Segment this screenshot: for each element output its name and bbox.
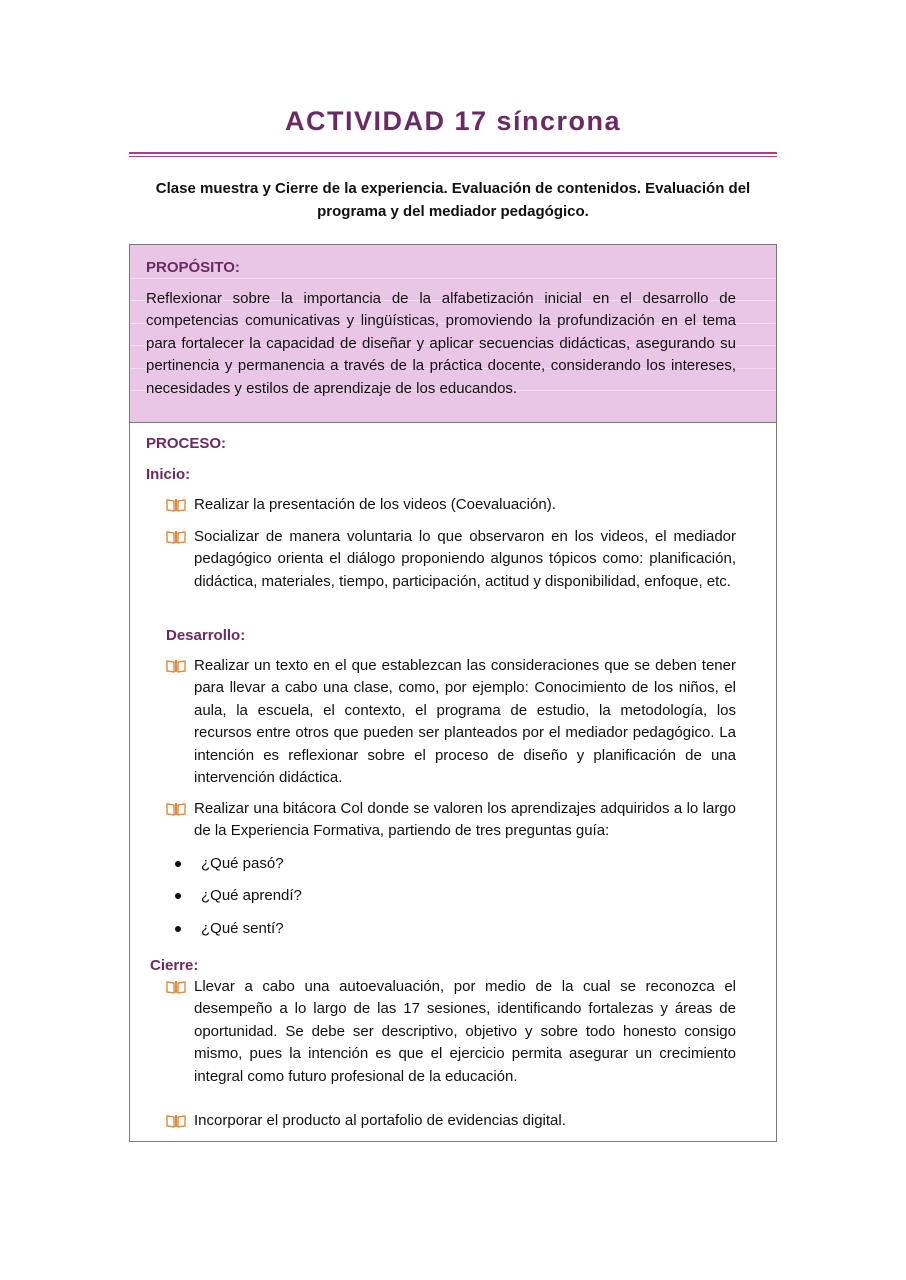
proposito-section bbox=[130, 245, 776, 423]
cierre-label: Cierre: bbox=[150, 957, 199, 974]
proceso-label: PROCESO: bbox=[146, 435, 227, 452]
title-rule bbox=[129, 152, 777, 154]
desarrollo-label: Desarrollo: bbox=[166, 627, 246, 644]
list-item: Incorporar el producto al portafolio de evidencias digital. bbox=[194, 1112, 566, 1129]
proposito-label: PROPÓSITO: bbox=[146, 259, 240, 276]
list-item: Socializar de manera voluntaria lo que observaron en los videos, el mediador pedagógico orienta el diálogo proponiendo algunos tópicos como: planificación, didáctica, materiales, tiempo, participación, actitud y disponibilidad, enfoque, etc. bbox=[194, 528, 736, 590]
list-item: Realizar la presentación de los videos (Coevaluación). bbox=[194, 496, 556, 513]
activity-table bbox=[129, 244, 777, 1142]
book-bullet-icon bbox=[166, 659, 186, 673]
inicio-label: Inicio: bbox=[146, 466, 191, 483]
book-bullet-icon bbox=[166, 980, 186, 994]
list-item: Realizar una bitácora Col donde se valoren los aprendizajes adquiridos a lo largo de la Experiencia Formativa, partiendo de tres preguntas guía: bbox=[194, 800, 736, 840]
subtitle: Clase muestra y Cierre de la experiencia. Evaluación de contenidos. Evaluación del programa y del mediador pedagógico. bbox=[155, 180, 751, 220]
question-item: ¿Qué sentí? bbox=[201, 920, 284, 937]
bullet-dot bbox=[175, 893, 181, 899]
book-bullet-icon bbox=[166, 530, 186, 544]
bullet-dot bbox=[175, 861, 181, 867]
list-item: Llevar a cabo una autoevaluación, por medio de la cual se reconozca el desempeño a lo largo de las 17 sesiones, identificando fortalezas y áreas de oportunidad. Se debe ser descriptivo, objetivo y sobre todo honesto consigo mismo, pues la intención es que el ejercicio permita asegurar un crecimiento integral como futuro profesional de la educación. bbox=[194, 978, 736, 1085]
question-item: ¿Qué aprendí? bbox=[201, 887, 302, 904]
book-bullet-icon bbox=[166, 1114, 186, 1128]
page-title: ACTIVIDAD 17 síncrona bbox=[284, 106, 622, 136]
book-bullet-icon bbox=[166, 498, 186, 512]
list-item: Realizar un texto en el que establezcan las consideraciones que se deben tener para llevar a cabo una clase, como, por ejemplo: Conocimiento de los niños, el aula, la escuela, el contexto, el programa de estudio, la metodología, los recursos entre otros que pueden ser planteados por el mediador pedagógico. La intención es reflexionar sobre el proceso de diseño y planificación de una intervención didáctica. bbox=[194, 657, 736, 787]
bullet-dot bbox=[175, 926, 181, 932]
title-rule-thin bbox=[129, 156, 777, 157]
book-bullet-icon bbox=[166, 802, 186, 816]
proposito-text: Reflexionar sobre la importancia de la alfabetización inicial en el desarrollo de competencias comunicativas y lingüísticas, promoviendo la profundización en el tema para fortalecer la capacidad de diseñar y aplicar secuencias didácticas, asegurando su pertinencia y permanencia a través de la práctica docente, considerando los intereses, necesidades y estilos de aprendizaje de los educandos. bbox=[146, 290, 736, 397]
question-item: ¿Qué pasó? bbox=[201, 855, 284, 872]
